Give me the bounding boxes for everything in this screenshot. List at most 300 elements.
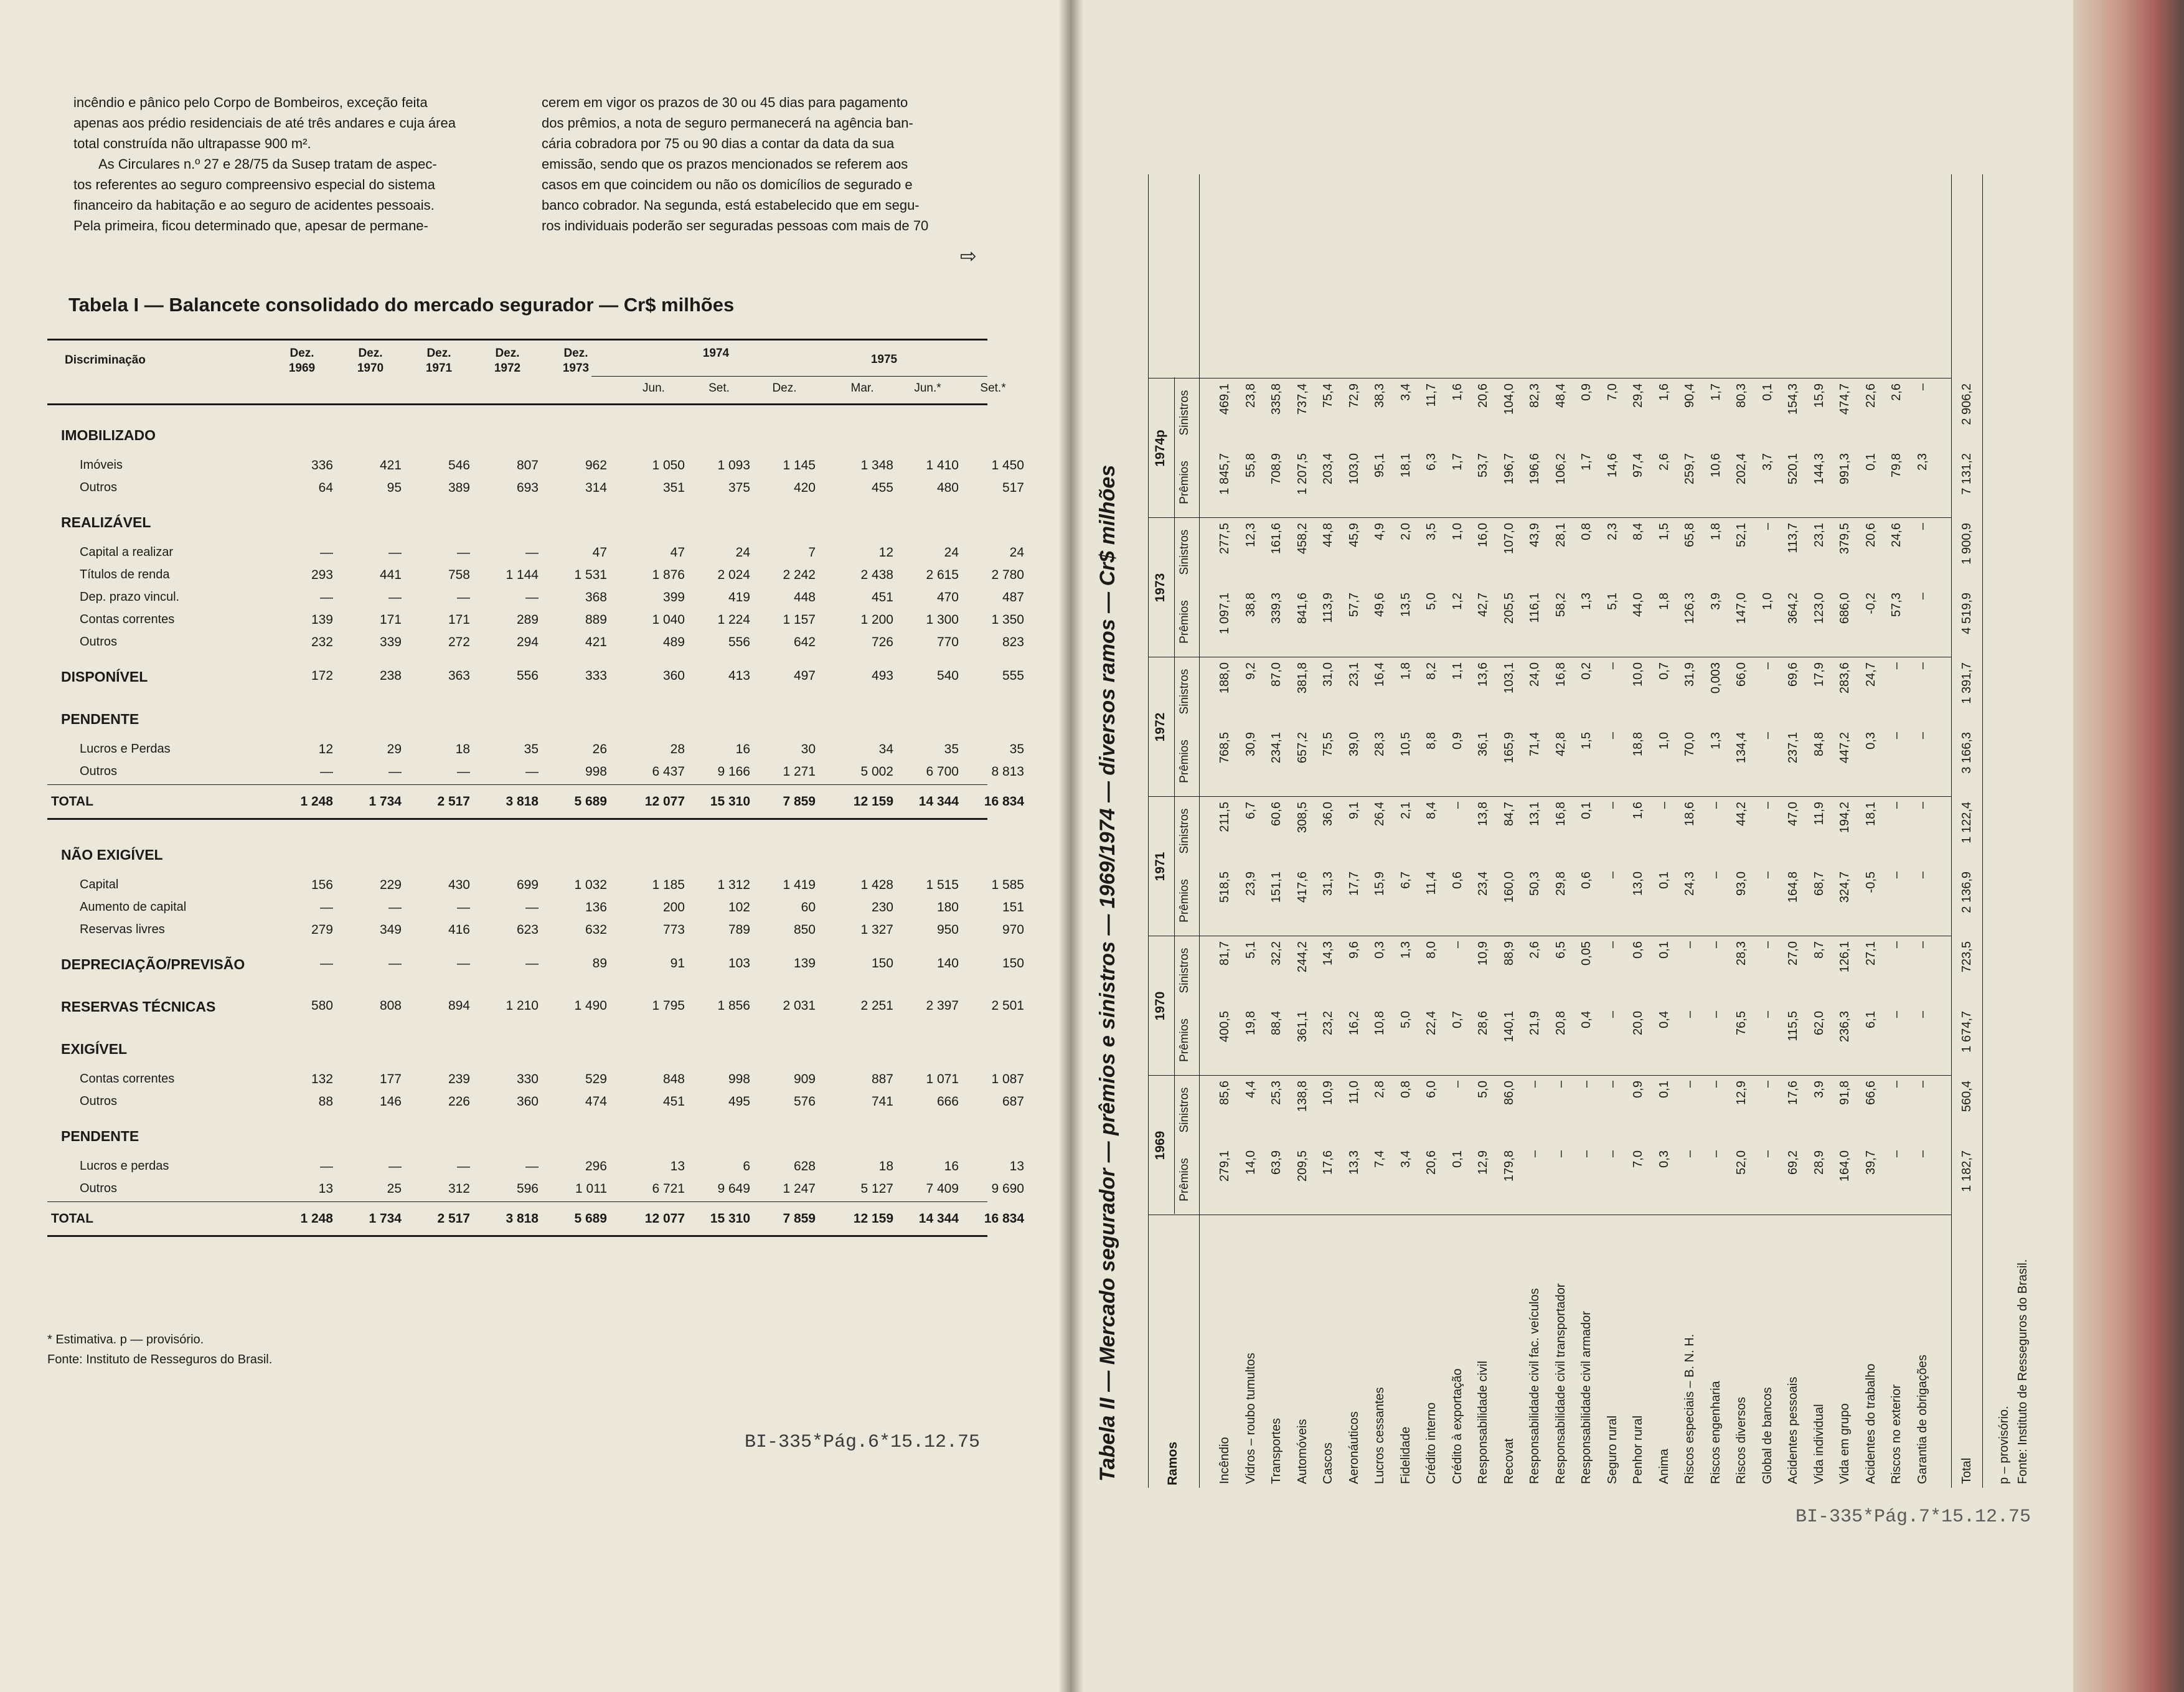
table1-cell: 5 689 — [574, 1211, 607, 1226]
table1-cell: 146 — [379, 1094, 402, 1109]
table1-cell: 2 517 — [437, 1211, 470, 1226]
table1-cell: 7 859 — [783, 794, 816, 809]
table1-cell: 596 — [516, 1182, 539, 1196]
table1-cell: 2 780 — [991, 568, 1024, 582]
table2-cell: 1 845,7 — [1218, 453, 1231, 495]
table1-cell: 28 — [670, 742, 685, 756]
table2-vertical-rule — [1148, 1075, 1951, 1076]
table1-cell: 1 210 — [506, 999, 539, 1013]
prose-line: casos em que coincidem ou não os domicílios de segurado e — [542, 177, 913, 192]
table2-cell: – — [1890, 802, 1903, 809]
table1-cell: 314 — [585, 481, 607, 495]
table2-cell: – — [1683, 1150, 1697, 1158]
table1-total-rule — [47, 784, 987, 785]
table1-cell: 6 — [743, 1159, 750, 1173]
table2-cell: 107,0 — [1502, 523, 1516, 555]
table2-cell: 657,2 — [1295, 732, 1309, 764]
table1-cell: 26 — [592, 742, 607, 756]
table2-cell: – — [1890, 662, 1903, 670]
table2-cell: 39,0 — [1347, 732, 1361, 756]
table2-total-cell: 3 166,3 — [1960, 732, 1974, 774]
table1-cell: 360 — [516, 1094, 539, 1109]
table2-cell: 11,7 — [1424, 383, 1438, 407]
table2-cell: 2,0 — [1398, 523, 1413, 540]
table1-cell: 998 — [585, 764, 607, 779]
table2-cell: 2,6 — [1890, 383, 1903, 401]
table2-cell: 165,9 — [1502, 732, 1516, 764]
table2-cell: 53,7 — [1476, 453, 1490, 477]
table1-cell: 24 — [1009, 545, 1024, 560]
table2-row-name: Garantia de obrigações — [1915, 1355, 1929, 1484]
table1-row-label: PENDENTE — [61, 1128, 139, 1144]
table2-cell: 237,1 — [1786, 732, 1800, 764]
table1-cell: 1 327 — [860, 923, 893, 937]
table1-cell: 6 437 — [652, 764, 685, 779]
table2-total-cell: 1 674,7 — [1960, 1011, 1974, 1053]
table2-cell: 19,8 — [1243, 1011, 1258, 1035]
table2-cell: 75,5 — [1321, 732, 1335, 756]
table1-cell: 1 011 — [575, 1182, 607, 1196]
table1-cell: 9 649 — [717, 1182, 750, 1196]
table2-cell: 1,8 — [1398, 662, 1413, 680]
table2-cell: 196,7 — [1502, 453, 1516, 485]
table2-cell: 708,9 — [1269, 453, 1283, 485]
table1-cell: 773 — [662, 923, 685, 937]
table2-cell: 24,3 — [1683, 872, 1697, 896]
table2-cell: 5,1 — [1605, 593, 1619, 610]
table2-cell: 24,7 — [1863, 662, 1878, 687]
table1-cell: 349 — [379, 923, 402, 937]
table2-cell: – — [1890, 1011, 1903, 1018]
table1-cell: 889 — [585, 613, 607, 627]
table2-cell: 400,5 — [1218, 1011, 1231, 1043]
table2-cell: 10,0 — [1631, 662, 1645, 687]
table1-cell: — — [388, 900, 402, 914]
table1-cell: 177 — [379, 1072, 402, 1086]
table2-cell: 81,7 — [1218, 941, 1231, 966]
table2-cell: 3,4 — [1398, 383, 1413, 401]
table1-cell: 540 — [936, 669, 959, 683]
table2-sub-header: Sinistros — [1178, 1087, 1191, 1133]
table1-cell: — — [320, 956, 333, 971]
table1-sub-header: Dez. — [772, 382, 797, 395]
table2-cell: 1,5 — [1657, 523, 1671, 540]
table2-cell: 75,4 — [1321, 383, 1335, 408]
table2-cell: 202,4 — [1734, 453, 1748, 485]
table2-cell: 1,2 — [1450, 593, 1464, 610]
table2-cell: 991,3 — [1838, 453, 1852, 485]
table1-group-1974: 1974 — [702, 347, 730, 360]
table2-cell: 203,4 — [1321, 453, 1335, 485]
table2-cell: 339,3 — [1269, 593, 1283, 624]
table1-cell: 89 — [592, 956, 607, 971]
table2-cell: 11,0 — [1347, 1081, 1361, 1104]
table2-row-name: Recovat — [1502, 1438, 1516, 1484]
table1-cell: 1 145 — [783, 458, 816, 472]
table2-total-cell: 7 131,2 — [1960, 453, 1974, 495]
table2-cell: 6,7 — [1243, 802, 1258, 819]
table1-row-label: Contas correntes — [80, 613, 175, 626]
table2-cell: 0,1 — [1760, 383, 1774, 401]
table1-cell: 623 — [516, 923, 539, 937]
table2-cell: 138,8 — [1295, 1081, 1309, 1112]
table2-cell: 9,6 — [1347, 941, 1361, 959]
table2-vertical-rule — [1148, 796, 1951, 797]
table2-cell: 3,9 — [1708, 593, 1723, 610]
table1-cell: 430 — [448, 878, 470, 892]
table1-cell: 12 159 — [853, 1211, 893, 1226]
table2-cell: 14,3 — [1321, 941, 1335, 966]
table1-cell: — — [320, 900, 333, 914]
table1-cell: — — [388, 1159, 402, 1173]
table2-cell: – — [1683, 1081, 1697, 1088]
table1-cell: 330 — [516, 1072, 539, 1086]
table2-cell: – — [1915, 593, 1929, 600]
table2-cell: 36,1 — [1476, 732, 1490, 756]
table2-footnote — [1995, 1259, 2032, 1484]
table1-cell: 336 — [311, 458, 333, 472]
table2-cell: 2,6 — [1657, 453, 1671, 471]
table1-cell: 30 — [801, 742, 816, 756]
table1-cell: 18 — [455, 742, 470, 756]
table2-cell: 113,7 — [1786, 523, 1800, 553]
table2-cell: 28,9 — [1812, 1150, 1826, 1175]
table2-cell: 737,4 — [1295, 383, 1309, 415]
table1-cell: 1 585 — [991, 878, 1024, 892]
table2-cell: 126,3 — [1683, 593, 1697, 624]
table2-cell: 23,1 — [1812, 523, 1826, 547]
table1-cell: 699 — [516, 878, 539, 892]
table1-cell: 95 — [387, 481, 402, 495]
table2-cell: -0,5 — [1863, 872, 1878, 893]
table1-sub-header: Jun. — [642, 382, 665, 395]
table1-cell: 13 — [318, 1182, 333, 1196]
table1-cell: 351 — [662, 481, 685, 495]
table2-cell: 16,4 — [1373, 662, 1386, 687]
table1-row-label: TOTAL — [51, 1211, 94, 1226]
table1-cell: 64 — [318, 481, 333, 495]
table1-cell: — — [320, 545, 333, 560]
table2-cell: 13,1 — [1528, 802, 1542, 826]
table1-cell: 1 795 — [652, 999, 685, 1013]
table2-cell: 26,4 — [1373, 802, 1386, 826]
table2-cell: 0,1 — [1657, 1081, 1671, 1098]
table2-row-name: Fidelidade — [1398, 1426, 1413, 1484]
table2-cell: 30,9 — [1243, 732, 1258, 756]
table2-row-name: Vida em grupo — [1838, 1403, 1852, 1484]
table2-cell: 38,3 — [1373, 383, 1386, 408]
table2-cell: 1,0 — [1657, 732, 1671, 750]
table2-cell: – — [1760, 1150, 1774, 1158]
table1-cell: 421 — [379, 458, 402, 472]
table2-cell: – — [1605, 662, 1619, 670]
table1-row-label: Contas correntes — [80, 1072, 175, 1086]
table2-cell: 147,0 — [1734, 593, 1748, 624]
table2-cell: – — [1450, 1081, 1464, 1088]
table1-cell: 3 818 — [506, 794, 539, 809]
table1-row-label: NÃO EXIGÍVEL — [61, 847, 163, 863]
table2-cell: 1,0 — [1450, 523, 1464, 540]
table2-cell: 8,4 — [1631, 523, 1645, 540]
table2-footnote-line: p – provisório. — [1997, 1406, 2011, 1484]
table2-cell: – — [1915, 732, 1929, 740]
table2-cell: 10,5 — [1398, 732, 1413, 756]
table2-cell: 0,4 — [1657, 1011, 1671, 1028]
table2-cell: – — [1605, 1011, 1619, 1018]
table2-cell: 76,5 — [1734, 1011, 1748, 1035]
table1-cell: 16 — [944, 1159, 959, 1173]
table1-row-label: Títulos de renda — [80, 568, 170, 581]
table2-row-name: Transportes — [1269, 1418, 1283, 1484]
table2-cell: 79,8 — [1890, 453, 1903, 477]
table1-row-label: Capital — [80, 878, 119, 891]
table1-cell: — — [457, 764, 470, 779]
table2-total-cell: 1 391,7 — [1960, 662, 1974, 704]
table2-cell: – — [1915, 662, 1929, 670]
table2-cell: – — [1890, 941, 1903, 949]
table2-cell: 20,0 — [1631, 1011, 1645, 1035]
table2-cell: 1,7 — [1450, 453, 1464, 471]
table2-cell: 469,1 — [1218, 383, 1231, 415]
table1-cell: 34 — [878, 742, 893, 756]
table2-total-rule — [1951, 174, 1952, 1488]
table2-cell: 18,1 — [1863, 802, 1878, 826]
table1-cell: 13 — [1009, 1159, 1024, 1173]
table2-cell: 5,0 — [1398, 1011, 1413, 1028]
table2-cell: 0,2 — [1579, 662, 1593, 680]
table2-cell: – — [1708, 802, 1723, 809]
table1-cell: 1 312 — [717, 878, 750, 892]
prose-line: emissão, sendo que os prazos mencionados se referem aos — [542, 156, 908, 172]
table1-cell: 91 — [670, 956, 685, 971]
table1-cell: 420 — [793, 481, 816, 495]
table2-cell: – — [1708, 1081, 1723, 1088]
table1-cell: 474 — [585, 1094, 607, 1109]
table2-cell: 17,9 — [1812, 662, 1826, 687]
table2-cell: 3,4 — [1398, 1150, 1413, 1168]
table1-cell: 16 834 — [984, 1211, 1024, 1226]
table2-cell: 9,1 — [1347, 802, 1361, 819]
table2-cell: 42,8 — [1553, 732, 1568, 756]
table1-cell: — — [388, 590, 402, 604]
table2-cell: 14,0 — [1243, 1150, 1258, 1175]
text-column-left — [73, 92, 522, 236]
table1-cell: 24 — [944, 545, 959, 560]
table1-cell: 1 050 — [652, 458, 685, 472]
table2 — [1096, 156, 2042, 1488]
table1-row-label: Imóveis — [80, 458, 123, 472]
table2-row-name: Riscos no exterior — [1890, 1384, 1903, 1484]
table2-total-cell: 723,5 — [1960, 941, 1974, 973]
table1-row-label: Outros — [80, 1182, 118, 1195]
page-edge — [2073, 0, 2184, 1692]
table1-cell: 413 — [728, 669, 750, 683]
table1-cell: 909 — [793, 1072, 816, 1086]
table1-cell: 2 031 — [783, 999, 816, 1013]
table1-cell: 294 — [516, 635, 539, 649]
table2-cell: 1,6 — [1450, 383, 1464, 401]
table1-cell: 576 — [793, 1094, 816, 1109]
table2-cell: 164,0 — [1838, 1150, 1852, 1182]
table2-cell: – — [1760, 802, 1774, 809]
table1-cell: 1 515 — [926, 878, 959, 892]
table2-cell: – — [1605, 941, 1619, 949]
table2-cell: 361,1 — [1295, 1011, 1309, 1043]
table1-cell: 1 350 — [991, 613, 1024, 627]
table1-cell: 2 397 — [926, 999, 959, 1013]
table1-cell: — — [525, 764, 539, 779]
table2-total-name: Total — [1960, 1457, 1974, 1484]
table1-cell: 1 490 — [574, 999, 607, 1013]
table2-cell: 8,8 — [1424, 732, 1438, 750]
table1-cell: 1 093 — [717, 458, 750, 472]
table2-cell: 277,5 — [1218, 523, 1231, 555]
table1-cell: 13 — [670, 1159, 685, 1173]
table2-cell: 1,8 — [1708, 523, 1723, 540]
table2-cell: 6,7 — [1398, 872, 1413, 889]
table1-cell: 1 185 — [652, 878, 685, 892]
table1-cell: 399 — [662, 590, 685, 604]
table2-cell: 279,1 — [1218, 1150, 1231, 1182]
table1-cell: 226 — [448, 1094, 470, 1109]
table1-cell: 950 — [936, 923, 959, 937]
table1-cell: 16 834 — [984, 794, 1024, 809]
table2-cell: 126,1 — [1838, 941, 1852, 973]
table2-cell: – — [1450, 802, 1464, 809]
table2-cell: 1 097,1 — [1218, 593, 1231, 634]
prose-line: incêndio e pânico pelo Corpo de Bombeiros, exceção feita — [73, 95, 428, 110]
table1-cell: 14 344 — [918, 794, 959, 809]
table2-cell: 2,1 — [1398, 802, 1413, 819]
table2-cell: – — [1915, 523, 1929, 530]
table1-cell: 6 721 — [652, 1182, 685, 1196]
table2-cell: – — [1708, 1011, 1723, 1018]
table1-row-label: PENDENTE — [61, 711, 139, 727]
table2-cell: 10,9 — [1321, 1081, 1335, 1105]
table1-cell: 7 859 — [783, 1211, 816, 1226]
table2-cell: 6,0 — [1424, 1081, 1438, 1098]
table1-cell: 808 — [379, 999, 402, 1013]
table1-cell: — — [457, 900, 470, 914]
table1-cell: 962 — [585, 458, 607, 472]
table1-cell: 480 — [936, 481, 959, 495]
table2-cell: 8,0 — [1424, 941, 1438, 959]
table1-cell: 416 — [448, 923, 470, 937]
table2-cell: 14,6 — [1605, 453, 1619, 477]
table1-cell: 12 077 — [644, 794, 685, 809]
table2-cell: 364,2 — [1786, 593, 1800, 624]
table1-cell: 1 734 — [369, 1211, 402, 1226]
table1-cell: 1 734 — [369, 794, 402, 809]
table2-sub-header: Prêmios — [1178, 879, 1191, 923]
table2-cell: 335,8 — [1269, 383, 1283, 415]
table2-cell: 3,5 — [1424, 523, 1438, 540]
table2-cell: 768,5 — [1218, 732, 1231, 764]
table1-row-label: Reservas livres — [80, 923, 165, 936]
table1-cell: 200 — [662, 900, 685, 914]
table2-row-name: Responsabilidade civil transportador — [1553, 1283, 1568, 1484]
table1-cell: 29 — [387, 742, 402, 756]
table1-cell: 1 876 — [652, 568, 685, 582]
table1-cell: 2 024 — [717, 568, 750, 582]
table1-cell: 2 251 — [860, 999, 893, 1013]
table2-cell: 417,6 — [1295, 872, 1309, 903]
table2-cell: 0,6 — [1579, 872, 1593, 889]
table2-cell: 31,3 — [1321, 872, 1335, 896]
table2-cell: 140,1 — [1502, 1011, 1516, 1043]
table2-sub-header: Prêmios — [1178, 600, 1191, 644]
table1-cell: 24 — [735, 545, 750, 560]
table2-cell: 16,8 — [1553, 802, 1568, 826]
table1-year-header: Dez. 1973 — [562, 347, 590, 375]
table2-year-header: 1972 — [1153, 712, 1167, 742]
table1-cell: 455 — [871, 481, 893, 495]
table1-cell: 1 247 — [783, 1182, 816, 1196]
table2-sub-header: Sinistros — [1178, 669, 1191, 715]
table2-cell: 88,9 — [1502, 941, 1516, 966]
table2-cell: 60,6 — [1269, 802, 1283, 826]
table2-cell: 70,0 — [1683, 732, 1697, 756]
table2-row-name: Riscos engenharia — [1708, 1381, 1723, 1484]
table1-cell: 9 166 — [717, 764, 750, 779]
table2-cell: 28,3 — [1373, 732, 1386, 756]
prose-line: total construída não ultrapasse 900 m². — [73, 136, 311, 151]
table1-cell: 1 348 — [860, 458, 893, 472]
table2-cell: 11,4 — [1424, 872, 1438, 895]
table2-cell: 27,0 — [1786, 941, 1800, 966]
table1-cell: — — [525, 545, 539, 560]
table2-cell: 151,1 — [1269, 872, 1283, 903]
table2-cell: 1,6 — [1657, 383, 1671, 401]
table1-cell: — — [388, 545, 402, 560]
table1-cell: 2 438 — [860, 568, 893, 582]
table2-row-name: Incêndio — [1218, 1437, 1231, 1484]
table1-sub-header: Mar. — [850, 382, 874, 395]
table2-cell: 20,6 — [1476, 383, 1490, 408]
table2-cell: 104,0 — [1502, 383, 1516, 415]
table2-cell: 1,1 — [1450, 662, 1464, 680]
table2-cell: 84,8 — [1812, 732, 1826, 756]
table2-cell: 36,0 — [1321, 802, 1335, 826]
table2-cell: 10,6 — [1708, 453, 1723, 477]
table2-cell: 1,7 — [1579, 453, 1593, 471]
continue-arrow-icon: ⇨ — [960, 245, 977, 267]
table1-cell: 232 — [311, 635, 333, 649]
table1-cell: 12 159 — [853, 794, 893, 809]
table2-cell: 18,8 — [1631, 732, 1645, 756]
table2-cell: 87,0 — [1269, 662, 1283, 687]
table2-cell: 1,8 — [1657, 593, 1671, 610]
table2-cell: 518,5 — [1218, 872, 1231, 903]
table2-cell: 2,3 — [1605, 523, 1619, 540]
table2-cell: 44,0 — [1631, 593, 1645, 617]
table2-cell: 0,6 — [1450, 872, 1464, 889]
table2-cell: – — [1579, 1150, 1593, 1158]
table2-cell: 686,0 — [1838, 593, 1852, 624]
table1-cell: — — [525, 900, 539, 914]
table1-cell: 368 — [585, 590, 607, 604]
table2-cell: 236,3 — [1838, 1011, 1852, 1043]
table1-cell: 151 — [1002, 900, 1024, 914]
table2-cell: 24,0 — [1528, 662, 1542, 687]
table1-cell: 5 689 — [574, 794, 607, 809]
table2-cell: 69,6 — [1786, 662, 1800, 687]
table1-row-label: IMOBILIZADO — [61, 427, 156, 443]
table2-cell: – — [1890, 872, 1903, 879]
table1-total-bottom-rule — [47, 1235, 987, 1237]
table1-cell: — — [457, 545, 470, 560]
table1-cell: 16 — [735, 742, 750, 756]
